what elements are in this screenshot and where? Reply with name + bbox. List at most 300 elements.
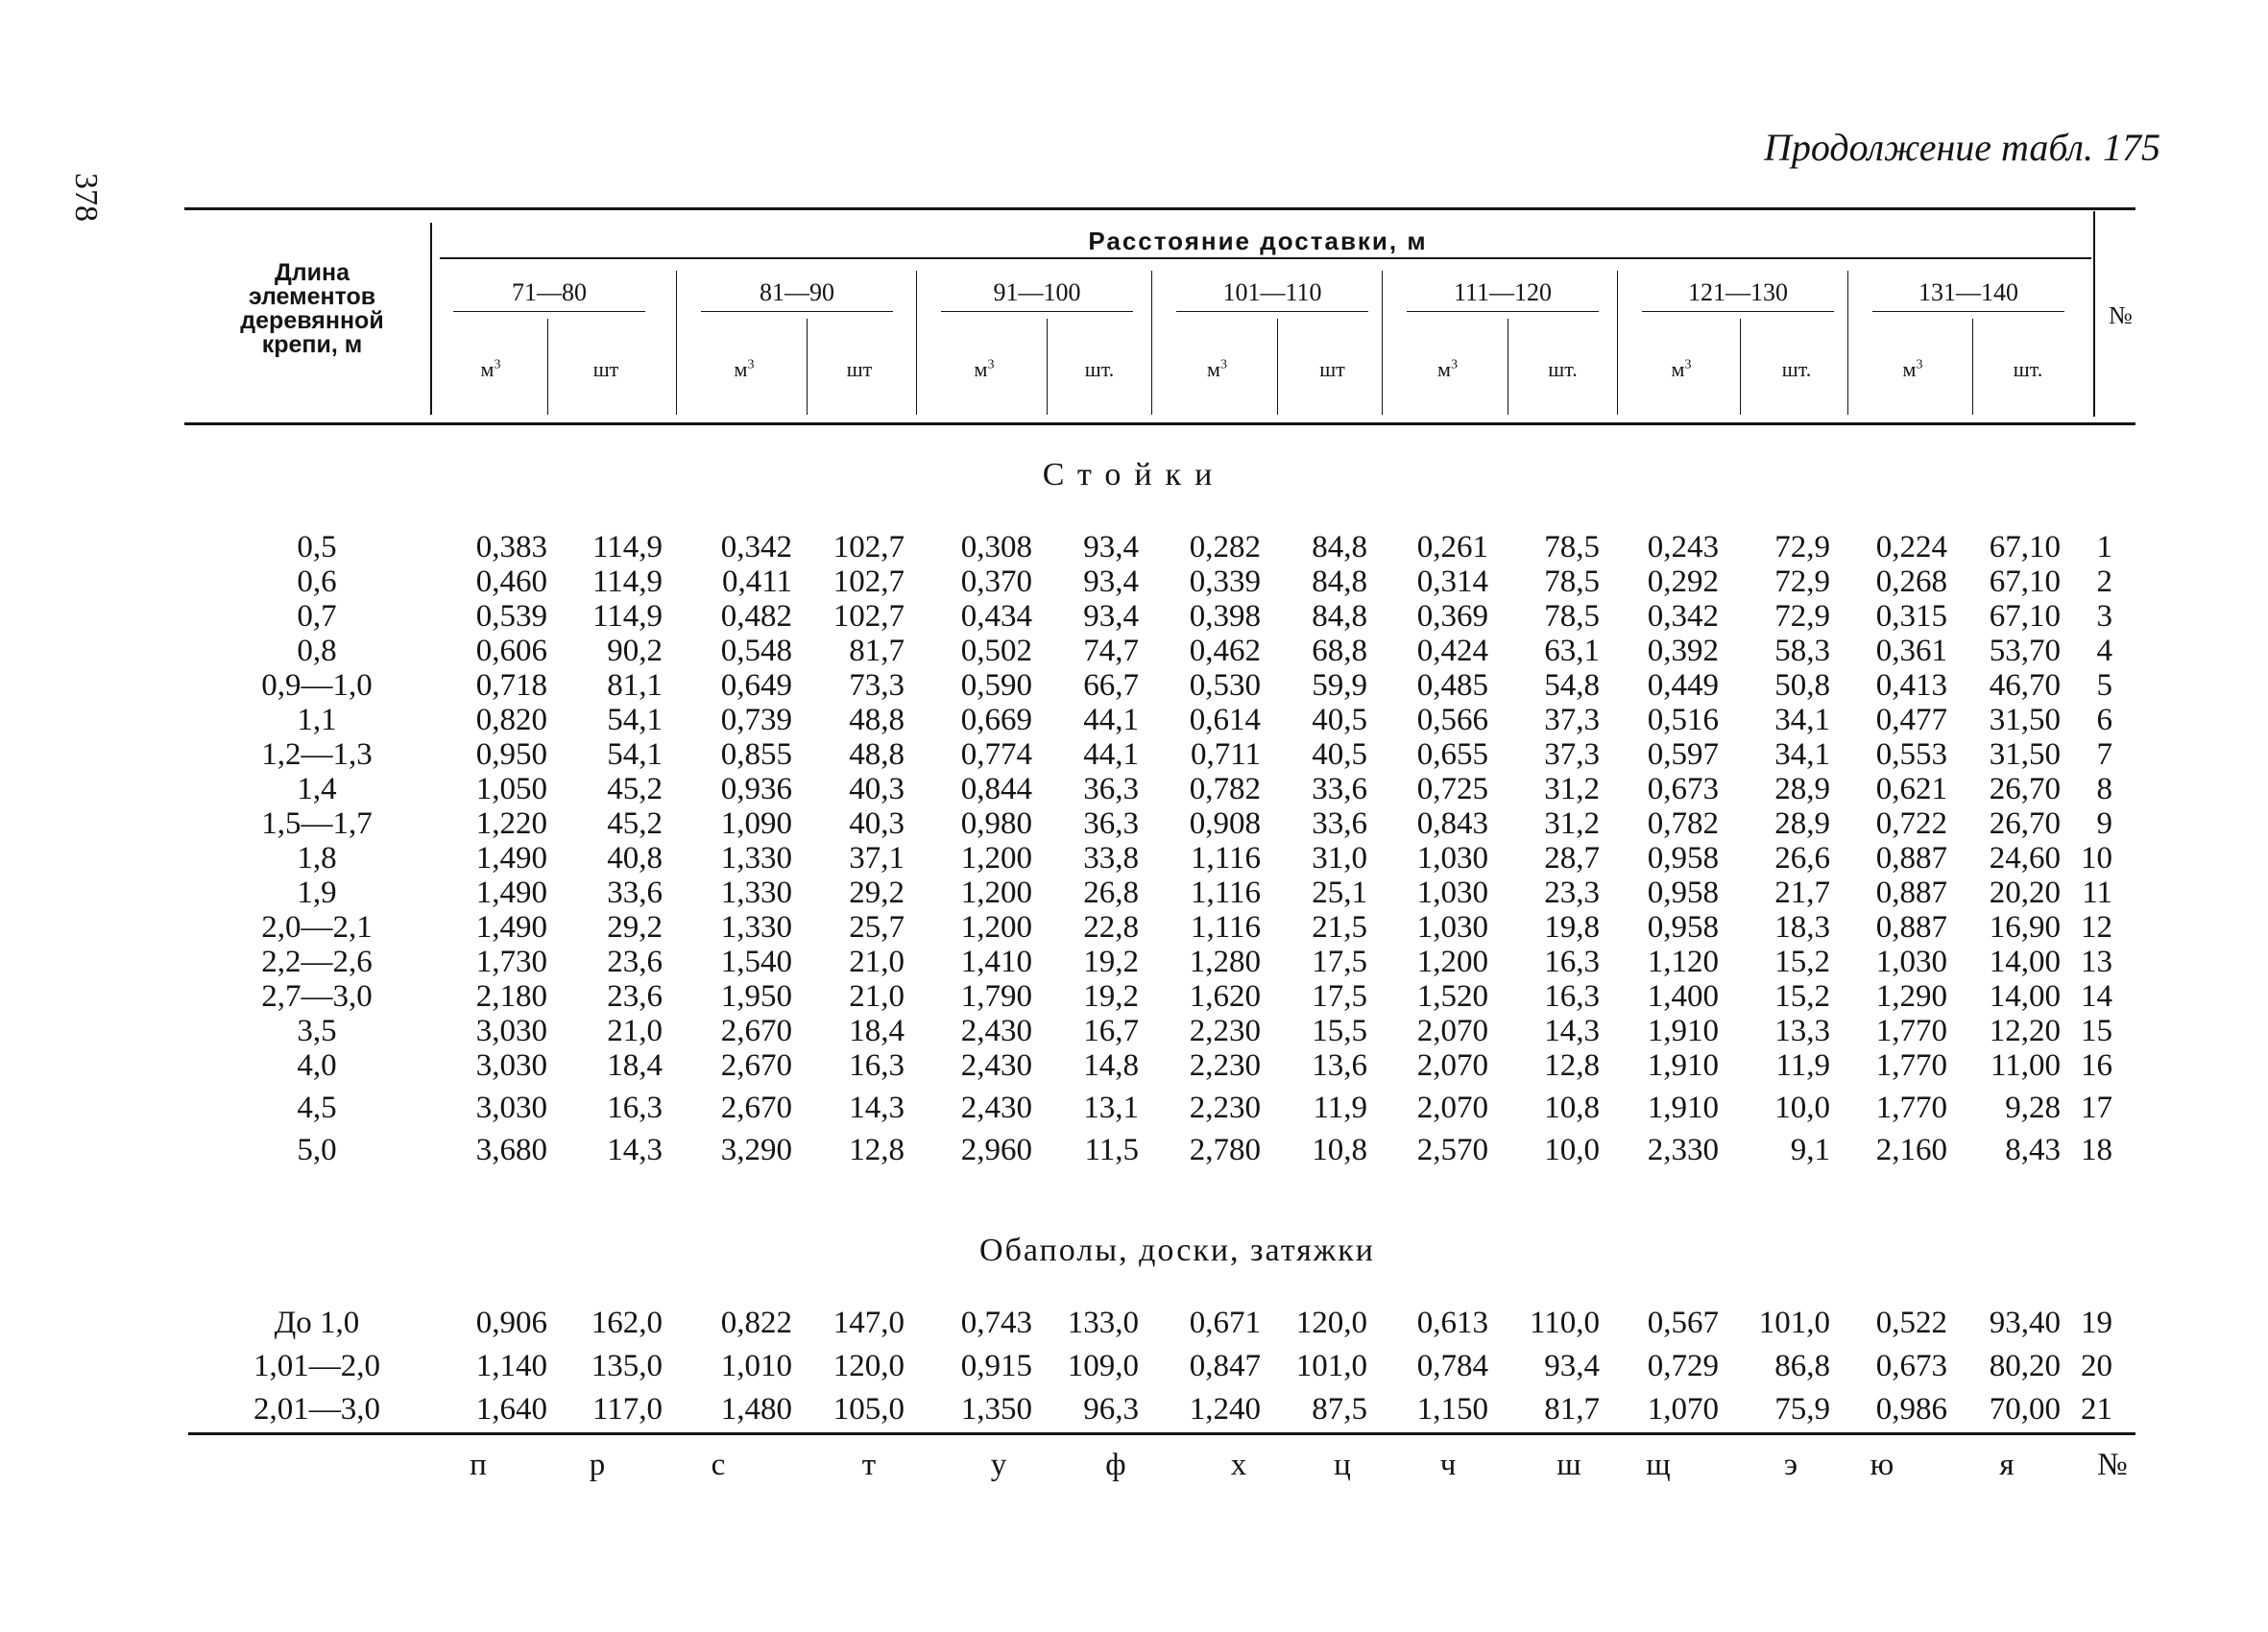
unit-count: шт. <box>2013 357 2043 381</box>
count-cell: 16,3 <box>1544 979 1600 1014</box>
unit-exponent: 3 <box>1450 357 1458 372</box>
count-cell: 14,00 <box>1989 945 2061 979</box>
volume-cell: 1,280 <box>1189 945 1261 979</box>
volume-cell: 0,606 <box>475 634 547 668</box>
count-cell: 23,6 <box>607 945 663 979</box>
row-number-cell: 4 <box>2096 634 2112 668</box>
volume-cell: 0,822 <box>720 1306 792 1340</box>
count-cell: 9,28 <box>2005 1091 2061 1125</box>
volume-cell: 0,649 <box>720 668 792 703</box>
count-cell: 23,3 <box>1544 876 1600 910</box>
count-cell: 15,2 <box>1774 945 1830 979</box>
volume-cell: 3,680 <box>475 1133 547 1167</box>
volume-cell: 1,620 <box>1189 979 1261 1014</box>
count-cell: 54,1 <box>607 703 663 737</box>
length-cell: 4,5 <box>297 1091 337 1125</box>
count-cell: 147,0 <box>832 1306 905 1340</box>
volume-cell: 1,116 <box>1190 910 1261 945</box>
length-cell: 2,0—2,1 <box>261 910 373 945</box>
count-cell: 81,7 <box>1544 1392 1600 1427</box>
range-header: 121—130 <box>1688 278 1788 306</box>
table-row <box>0 634 2268 668</box>
table-row <box>0 703 2268 737</box>
volume-cell: 1,730 <box>475 945 547 979</box>
unit-base: м <box>734 357 748 381</box>
footer-letter: ц <box>1334 1448 1351 1482</box>
volume-cell: 0,462 <box>1189 634 1261 668</box>
volume-cell: 0,986 <box>1875 1392 1947 1427</box>
table-row <box>0 599 2268 634</box>
row-number-cell: 5 <box>2096 668 2112 703</box>
volume-cell: 0,908 <box>1189 806 1261 841</box>
count-cell: 36,3 <box>1083 806 1139 841</box>
volume-cell: 0,342 <box>720 530 792 564</box>
table-row <box>0 910 2268 945</box>
unit-exponent: 3 <box>1684 357 1692 372</box>
volume-cell: 1,200 <box>960 910 1032 945</box>
volume-cell: 2,330 <box>1647 1133 1719 1167</box>
count-cell: 37,1 <box>849 841 905 876</box>
group-divider <box>1617 271 1618 415</box>
count-cell: 80,20 <box>1989 1349 2061 1383</box>
volume-cell: 0,282 <box>1189 530 1261 564</box>
volume-cell: 1,410 <box>960 945 1032 979</box>
count-cell: 40,3 <box>849 772 905 806</box>
volume-cell: 0,673 <box>1647 772 1719 806</box>
volume-cell: 1,010 <box>720 1349 792 1383</box>
range-underline <box>1176 311 1368 312</box>
count-cell: 33,8 <box>1083 841 1139 876</box>
count-cell: 105,0 <box>832 1392 905 1427</box>
count-cell: 33,6 <box>607 876 663 910</box>
table-row <box>0 841 2268 876</box>
count-cell: 67,10 <box>1989 530 2061 564</box>
row-number-cell: 3 <box>2096 599 2112 634</box>
count-cell: 53,70 <box>1989 634 2061 668</box>
footer-letter: р <box>589 1448 606 1482</box>
unit-base: м <box>974 357 988 381</box>
footer-letter: х <box>1230 1448 1247 1482</box>
volume-cell: 1,400 <box>1647 979 1719 1014</box>
volume-cell: 2,430 <box>960 1014 1032 1048</box>
count-cell: 14,3 <box>607 1133 663 1167</box>
count-cell: 75,9 <box>1774 1392 1830 1427</box>
volume-cell: 0,485 <box>1416 668 1488 703</box>
range-header: 81—90 <box>760 278 834 306</box>
table-row <box>0 1048 2268 1083</box>
count-cell: 44,1 <box>1083 703 1139 737</box>
count-cell: 78,5 <box>1544 564 1600 599</box>
count-cell: 68,8 <box>1312 634 1367 668</box>
volume-cell: 0,315 <box>1875 599 1947 634</box>
footer-letter: п <box>470 1448 487 1482</box>
count-cell: 96,3 <box>1083 1392 1139 1427</box>
row-number-cell: 16 <box>2081 1048 2112 1083</box>
volume-cell: 1,030 <box>1416 841 1488 876</box>
volume-cell: 0,567 <box>1647 1306 1719 1340</box>
unit-count: шт. <box>1781 357 1812 381</box>
table-row <box>0 806 2268 841</box>
count-cell: 18,4 <box>849 1014 905 1048</box>
volume-cell: 1,290 <box>1875 979 1947 1014</box>
count-cell: 101,0 <box>1758 1306 1830 1340</box>
range-underline <box>1642 311 1834 312</box>
volume-cell: 0,268 <box>1875 564 1947 599</box>
volume-cell: 1,350 <box>960 1392 1032 1427</box>
volume-cell: 1,330 <box>720 876 792 910</box>
footer-letter: т <box>861 1448 877 1482</box>
volume-cell: 2,670 <box>720 1048 792 1083</box>
volume-cell: 0,958 <box>1647 910 1719 945</box>
table-row <box>0 945 2268 979</box>
volume-cell: 0,621 <box>1875 772 1947 806</box>
count-cell: 114,9 <box>591 564 663 599</box>
count-cell: 11,5 <box>1084 1133 1139 1167</box>
group-divider <box>916 271 917 415</box>
unit-base: м <box>1437 357 1451 381</box>
volume-cell: 0,718 <box>475 668 547 703</box>
unit-base: м <box>480 357 495 381</box>
table-row <box>0 737 2268 772</box>
range-header: 131—140 <box>1918 278 2018 306</box>
length-cell: 0,8 <box>297 634 337 668</box>
volume-cell: 0,711 <box>1190 737 1261 772</box>
count-cell: 133,0 <box>1067 1306 1139 1340</box>
volume-cell: 1,240 <box>1189 1392 1261 1427</box>
count-cell: 72,9 <box>1774 530 1830 564</box>
count-cell: 12,8 <box>849 1133 905 1167</box>
count-cell: 13,6 <box>1312 1048 1367 1083</box>
volume-cell: 2,670 <box>720 1014 792 1048</box>
volume-cell: 0,782 <box>1647 806 1719 841</box>
volume-cell: 0,887 <box>1875 910 1947 945</box>
volume-cell: 0,522 <box>1875 1306 1947 1340</box>
volume-cell: 0,566 <box>1416 703 1488 737</box>
unit-m3 <box>922 357 1047 382</box>
count-cell: 40,5 <box>1312 703 1367 737</box>
row-number-cell: 8 <box>2096 772 2112 806</box>
length-cell: 1,8 <box>297 841 337 876</box>
table-row <box>0 1349 2268 1383</box>
footer-letter: я <box>1999 1448 2015 1482</box>
count-cell: 66,7 <box>1083 668 1139 703</box>
volume-cell: 1,770 <box>1875 1014 1947 1048</box>
count-cell: 93,40 <box>1989 1306 2061 1340</box>
volume-cell: 0,597 <box>1647 737 1719 772</box>
page-number: 378 <box>68 173 104 222</box>
count-cell: 67,10 <box>1989 564 2061 599</box>
count-cell: 16,7 <box>1083 1014 1139 1048</box>
volume-cell: 0,887 <box>1875 876 1947 910</box>
count-cell: 21,0 <box>849 945 905 979</box>
length-cell: 2,01—3,0 <box>253 1392 380 1427</box>
count-cell: 114,9 <box>591 599 663 634</box>
volume-cell: 1,910 <box>1647 1048 1719 1083</box>
volume-cell: 0,729 <box>1647 1349 1719 1383</box>
volume-cell: 0,308 <box>960 530 1032 564</box>
volume-cell: 0,820 <box>475 703 547 737</box>
volume-cell: 0,725 <box>1416 772 1488 806</box>
stub-line: деревянной <box>240 307 384 334</box>
count-cell: 109,0 <box>1067 1349 1139 1383</box>
volume-cell: 1,116 <box>1190 876 1261 910</box>
count-cell: 48,8 <box>849 737 905 772</box>
count-cell: 40,5 <box>1312 737 1367 772</box>
volume-cell: 0,843 <box>1416 806 1488 841</box>
row-number-cell: 12 <box>2081 910 2112 945</box>
volume-cell: 0,673 <box>1875 1349 1947 1383</box>
length-cell: До 1,0 <box>274 1306 360 1340</box>
length-cell: 0,7 <box>297 599 337 634</box>
volume-cell: 0,950 <box>475 737 547 772</box>
unit-count: шт <box>592 357 619 381</box>
range-underline <box>941 311 1133 312</box>
row-number-cell: 1 <box>2096 530 2112 564</box>
count-cell: 31,50 <box>1989 737 2061 772</box>
count-cell: 102,7 <box>832 530 905 564</box>
count-cell: 86,8 <box>1774 1349 1830 1383</box>
volume-cell: 0,847 <box>1189 1349 1261 1383</box>
unit-m3 <box>434 357 547 382</box>
table-row <box>0 1133 2268 1167</box>
count-cell: 10,0 <box>1544 1133 1600 1167</box>
volume-cell: 0,502 <box>960 634 1032 668</box>
length-cell: 0,6 <box>297 564 337 599</box>
volume-cell: 1,120 <box>1647 945 1719 979</box>
volume-cell: 0,614 <box>1189 703 1261 737</box>
count-cell: 93,4 <box>1083 599 1139 634</box>
volume-cell: 0,671 <box>1189 1306 1261 1340</box>
count-cell: 81,7 <box>849 634 905 668</box>
count-cell: 19,8 <box>1544 910 1600 945</box>
volume-cell: 0,906 <box>475 1306 547 1340</box>
table-row <box>0 530 2268 564</box>
length-cell: 1,01—2,0 <box>253 1349 380 1383</box>
count-cell: 24,60 <box>1989 841 2061 876</box>
range-header: 71—80 <box>512 278 587 306</box>
row-number-cell: 13 <box>2081 945 2112 979</box>
volume-cell: 0,936 <box>720 772 792 806</box>
volume-cell: 1,330 <box>720 910 792 945</box>
count-cell: 29,2 <box>607 910 663 945</box>
count-cell: 110,0 <box>1529 1306 1600 1340</box>
volume-cell: 0,669 <box>960 703 1032 737</box>
top-rule <box>184 207 2135 210</box>
count-cell: 40,3 <box>849 806 905 841</box>
volume-cell: 0,460 <box>475 564 547 599</box>
volume-cell: 2,160 <box>1875 1133 1947 1167</box>
count-cell: 78,5 <box>1544 599 1600 634</box>
count-cell: 19,2 <box>1083 979 1139 1014</box>
volume-cell: 2,230 <box>1189 1048 1261 1083</box>
footer-letter: щ <box>1646 1448 1671 1482</box>
count-cell: 16,90 <box>1989 910 2061 945</box>
row-number-cell: 19 <box>2081 1306 2112 1340</box>
length-cell: 2,7—3,0 <box>261 979 373 1014</box>
volume-cell: 0,539 <box>475 599 547 634</box>
unit-base: м <box>1902 357 1917 381</box>
volume-cell: 1,030 <box>1416 910 1488 945</box>
count-cell: 93,4 <box>1083 530 1139 564</box>
volume-cell: 2,960 <box>960 1133 1032 1167</box>
count-cell: 12,8 <box>1544 1048 1600 1083</box>
count-cell: 13,1 <box>1083 1091 1139 1125</box>
length-cell: 0,5 <box>297 530 337 564</box>
count-cell: 28,7 <box>1544 841 1600 876</box>
length-cell: 1,4 <box>297 772 337 806</box>
volume-cell: 1,030 <box>1875 945 1947 979</box>
volume-cell: 0,655 <box>1416 737 1488 772</box>
count-cell: 11,9 <box>1775 1048 1830 1083</box>
row-number-cell: 7 <box>2096 737 2112 772</box>
volume-cell: 0,261 <box>1416 530 1488 564</box>
footer-letter: ш <box>1556 1448 1581 1482</box>
count-cell: 102,7 <box>832 599 905 634</box>
count-cell: 73,3 <box>849 668 905 703</box>
volume-cell: 0,339 <box>1189 564 1261 599</box>
volume-cell: 0,915 <box>960 1349 1032 1383</box>
volume-cell: 1,520 <box>1416 979 1488 1014</box>
count-cell: 63,1 <box>1544 634 1600 668</box>
footer-letter: у <box>990 1448 1007 1482</box>
range-underline <box>701 311 893 312</box>
count-cell: 18,3 <box>1774 910 1830 945</box>
stub-line: Длина <box>274 259 350 286</box>
count-cell: 33,6 <box>1312 806 1367 841</box>
volume-cell: 1,090 <box>720 806 792 841</box>
count-cell: 34,1 <box>1774 737 1830 772</box>
length-cell: 0,9—1,0 <box>261 668 373 703</box>
count-cell: 37,3 <box>1544 737 1600 772</box>
count-cell: 14,00 <box>1989 979 2061 1014</box>
count-cell: 36,3 <box>1083 772 1139 806</box>
count-cell: 31,0 <box>1312 841 1367 876</box>
count-cell: 101,0 <box>1295 1349 1367 1383</box>
volume-cell: 2,230 <box>1189 1091 1261 1125</box>
count-cell: 102,7 <box>832 564 905 599</box>
count-cell: 15,2 <box>1774 979 1830 1014</box>
volume-cell: 0,516 <box>1647 703 1719 737</box>
volume-cell: 1,490 <box>475 876 547 910</box>
volume-cell: 0,887 <box>1875 841 1947 876</box>
volume-cell: 2,180 <box>475 979 547 1014</box>
unit-count: шт. <box>1084 357 1115 381</box>
count-cell: 84,8 <box>1312 564 1367 599</box>
length-cell: 1,9 <box>297 876 337 910</box>
no-column-header: № <box>2109 301 2133 329</box>
volume-cell: 0,424 <box>1416 634 1488 668</box>
count-cell: 25,1 <box>1312 876 1367 910</box>
count-cell: 14,3 <box>849 1091 905 1125</box>
count-cell: 54,8 <box>1544 668 1600 703</box>
volume-cell: 0,383 <box>475 530 547 564</box>
count-cell: 46,70 <box>1989 668 2061 703</box>
count-cell: 21,5 <box>1312 910 1367 945</box>
count-cell: 67,10 <box>1989 599 2061 634</box>
count-cell: 17,5 <box>1312 979 1367 1014</box>
table-row <box>0 979 2268 1014</box>
stub-header <box>182 261 442 357</box>
count-cell: 18,4 <box>607 1048 663 1083</box>
table-row <box>0 668 2268 703</box>
range-underline <box>1872 311 2064 312</box>
count-cell: 11,00 <box>1990 1048 2061 1083</box>
volume-cell: 0,743 <box>960 1306 1032 1340</box>
section-title-obapoly: Обаполы, доски, затяжки <box>979 1233 1375 1268</box>
volume-cell: 1,200 <box>960 841 1032 876</box>
count-cell: 78,5 <box>1544 530 1600 564</box>
volume-cell: 0,958 <box>1647 876 1719 910</box>
footer-letter: с <box>711 1448 726 1482</box>
count-cell: 59,9 <box>1312 668 1367 703</box>
distance-underline <box>440 257 2091 259</box>
length-cell: 2,2—2,6 <box>261 945 373 979</box>
footer-letter: ф <box>1105 1448 1126 1482</box>
count-cell: 117,0 <box>591 1392 663 1427</box>
volume-cell: 2,070 <box>1416 1014 1488 1048</box>
length-cell: 1,1 <box>297 703 337 737</box>
row-number-cell: 20 <box>2081 1349 2112 1383</box>
count-cell: 13,3 <box>1774 1014 1830 1048</box>
table-row <box>0 1091 2268 1125</box>
row-number-cell: 21 <box>2081 1392 2112 1427</box>
count-cell: 70,00 <box>1989 1392 2061 1427</box>
count-cell: 10,8 <box>1312 1133 1367 1167</box>
count-cell: 11,9 <box>1313 1091 1367 1125</box>
volume-cell: 1,330 <box>720 841 792 876</box>
group-divider <box>1382 271 1383 415</box>
volume-cell: 0,398 <box>1189 599 1261 634</box>
volume-cell: 3,030 <box>475 1048 547 1083</box>
count-cell: 40,8 <box>607 841 663 876</box>
volume-cell: 0,392 <box>1647 634 1719 668</box>
count-cell: 120,0 <box>1295 1306 1367 1340</box>
table-row <box>0 1014 2268 1048</box>
count-cell: 28,9 <box>1774 772 1830 806</box>
count-cell: 16,3 <box>607 1091 663 1125</box>
count-cell: 21,7 <box>1774 876 1830 910</box>
volume-cell: 0,774 <box>960 737 1032 772</box>
stub-line: элементов <box>248 283 376 310</box>
volume-cell: 1,070 <box>1647 1392 1719 1427</box>
volume-cell: 1,150 <box>1416 1392 1488 1427</box>
unit-m3 <box>1387 357 1508 382</box>
count-cell: 14,8 <box>1083 1048 1139 1083</box>
count-cell: 37,3 <box>1544 703 1600 737</box>
count-cell: 31,50 <box>1989 703 2061 737</box>
volume-cell: 1,910 <box>1647 1091 1719 1125</box>
count-cell: 87,5 <box>1312 1392 1367 1427</box>
volume-cell: 0,782 <box>1189 772 1261 806</box>
volume-cell: 0,413 <box>1875 668 1947 703</box>
footer-letter: ч <box>1439 1448 1457 1482</box>
unit-exponent: 3 <box>987 357 995 372</box>
volume-cell: 2,570 <box>1416 1133 1488 1167</box>
count-cell: 26,70 <box>1989 806 2061 841</box>
count-cell: 8,43 <box>2005 1133 2061 1167</box>
length-cell: 1,2—1,3 <box>261 737 373 772</box>
table-caption: Продолжение табл. 175 <box>1763 126 2160 169</box>
count-cell: 9,1 <box>1790 1133 1830 1167</box>
volume-cell: 0,722 <box>1875 806 1947 841</box>
volume-cell: 0,958 <box>1647 841 1719 876</box>
volume-cell: 2,430 <box>960 1048 1032 1083</box>
count-cell: 12,20 <box>1989 1014 2061 1048</box>
count-cell: 72,9 <box>1774 599 1830 634</box>
volume-cell: 0,369 <box>1416 599 1488 634</box>
count-cell: 31,2 <box>1544 806 1600 841</box>
volume-cell: 0,314 <box>1416 564 1488 599</box>
